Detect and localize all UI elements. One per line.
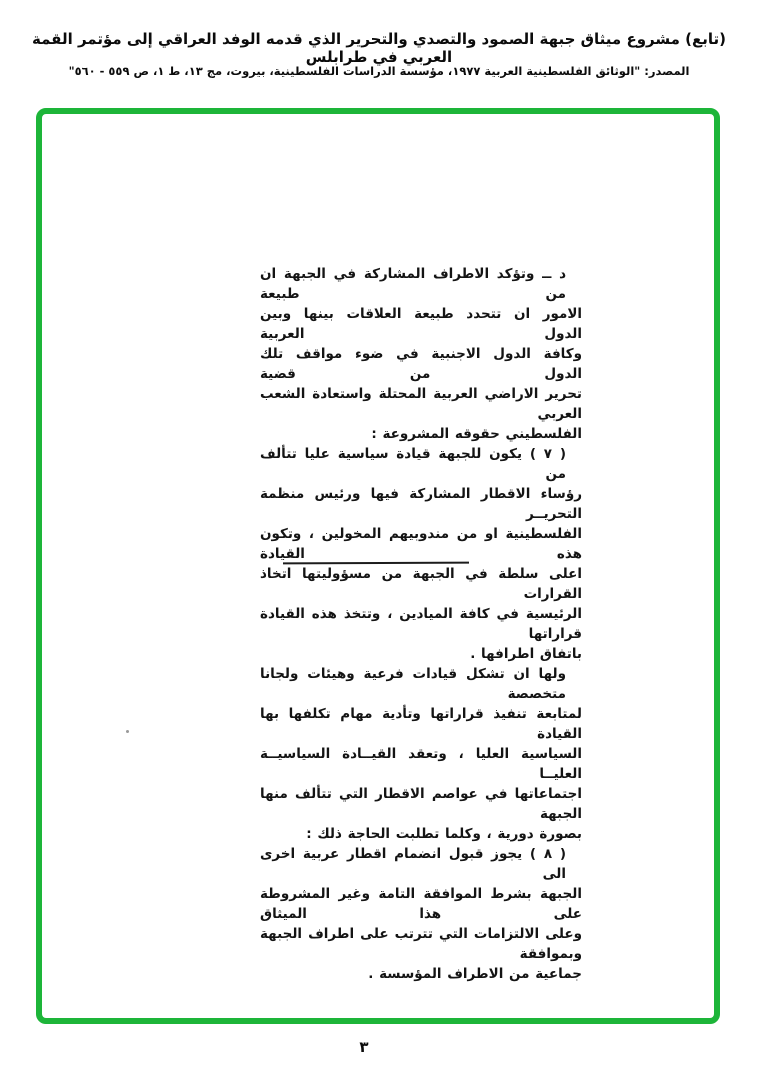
- scan-speck: [126, 730, 129, 733]
- text-line: الفلسطينية او من مندوبيهم المخولين ، وتكون هذه القيادة: [260, 526, 582, 562]
- page-number: ٣: [359, 1038, 369, 1056]
- text-line: الرئيسية في كافة الميادين ، وتتخذ هذه القيادة قراراتها: [260, 606, 582, 642]
- document-frame: [36, 108, 720, 1024]
- document-text-column: [260, 264, 582, 984]
- text-line: السياسية العليا ، وتعقد القيــادة السياسيــة العليــا: [260, 746, 582, 782]
- text-line: الجبهة بشرط الموافقة التامة وغير المشروطة على هذا الميثاق: [260, 886, 582, 922]
- text-line: لمتابعة تنفيذ قراراتها وتأدية مهام تكلفها بها القيادة: [260, 706, 582, 742]
- text-line: اجتماعاتها في عواصم الاقطار التي تتألف منها الجبهة: [260, 786, 582, 822]
- text-line: باتفاق اطرافها .: [470, 646, 582, 662]
- text-line: الامور ان تتحدد طبيعة العلاقات بينها وبين الدول العربية: [260, 306, 582, 342]
- text-line: ( ٨ ) يجوز قبول انضمام اقطار عربية اخرى الى: [260, 846, 566, 882]
- text-line: وعلى الالتزامات التي تترتب على اطراف الجبهة وبموافقة: [260, 926, 582, 962]
- text-line: ولها ان تشكل قيادات فرعية وهيئات ولجانا متخصصة: [260, 666, 566, 702]
- text-line: بصورة دورية ، وكلما تطلبت الحاجة ذلك :: [306, 826, 582, 842]
- text-line: جماعية من الاطراف المؤسسة .: [368, 966, 582, 982]
- text-line: اعلى سلطة في الجبهة من مسؤوليتها اتخاذ القرارات: [260, 566, 582, 602]
- text-line: وكافة الدول الاجنبية في ضوء مواقف تلك الدول من قضية: [260, 346, 582, 382]
- text-line: ( ٧ ) يكون للجبهة قيادة سياسية عليا تتألف من: [260, 446, 566, 482]
- text-line: الفلسطيني حقوقه المشروعة :: [371, 426, 582, 442]
- text-line: رؤساء الاقطار المشاركة فيها ورئيس منظمة التحريــر: [260, 486, 582, 522]
- document-header-title: (تابع) مشروع ميثاق جبهة الصمود والتصدي والتحرير الذي قدمه الوفد العراقي إلى مؤتمر القمة العربي في طرابلس: [32, 30, 726, 66]
- text-line: د ــ وتؤكد الاطراف المشاركة في الجبهة ان من طبيعة: [260, 266, 566, 302]
- document-source-citation: المصدر: "الوثائق الفلسطينية العربية ١٩٧٧، مؤسسة الدراسات الفلسطينية، بيروت، مج ١٣، ط ١، ص ٥٥٩ - ٥٦٠": [68, 64, 690, 78]
- text-line: تحرير الاراضي العربية المحتلة واستعادة الشعب العربي: [260, 386, 582, 422]
